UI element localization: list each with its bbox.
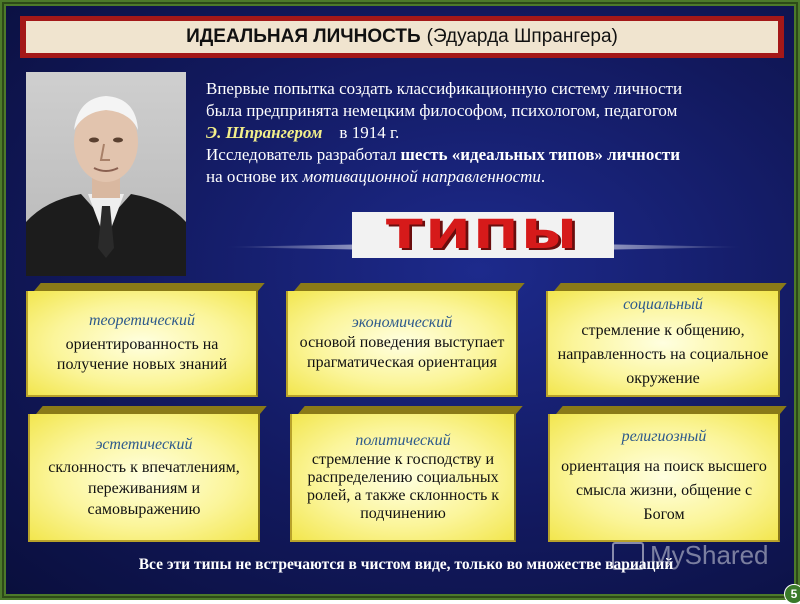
watermark-text: MyShared <box>650 540 769 570</box>
type-description: ориентация на поиск высшего смысла жизни, общение с Богом <box>561 458 767 523</box>
type-description: основой поведения выступает прагматическая ориентация <box>299 334 505 371</box>
type-description: стремление к общению, направленность на социальное окружение <box>557 322 769 387</box>
type-card-aesthetic <box>28 414 260 542</box>
intro-line: Впервые попытка создать классификационную систему личности <box>206 79 683 98</box>
type-card-political <box>290 414 516 542</box>
intro-emphasis: мотивационной направленности <box>302 167 541 186</box>
type-name: эстетический <box>95 435 193 453</box>
footer-note: Все эти типы не встречаются в чистом виде, только во множестве вариаций <box>138 556 674 573</box>
intro-line <box>206 122 788 144</box>
title-panel <box>26 21 778 53</box>
watermark-logo-icon <box>612 542 644 570</box>
intro-line: была предпринята немецким философом, психологом, педагогом <box>206 101 678 120</box>
type-card-religious <box>548 414 780 542</box>
intro-period: . <box>540 167 546 186</box>
intro-text-span: на основе их <box>206 167 299 186</box>
type-card-social <box>546 291 780 397</box>
portrait-illustration <box>26 72 186 276</box>
page-number-badge: 5 <box>784 584 800 604</box>
title-main: ИДЕАЛЬНАЯ ЛИЧНОСТЬ <box>186 26 421 47</box>
intro-text-span: Исследователь разработал <box>206 145 397 164</box>
intro-year: в 1914 г. <box>339 123 400 142</box>
type-description: стремление к господству и распределению социальных ролей, а также склонность к подчинению <box>306 451 500 522</box>
type-name: теоретический <box>89 312 195 329</box>
type-name: экономический <box>351 314 453 331</box>
intro-text <box>206 78 788 188</box>
type-description: склонность к впечатлениям, переживаниям и самовыражению <box>48 458 240 518</box>
type-name: политический <box>355 432 451 449</box>
portrait-photo <box>26 72 186 276</box>
intro-line <box>206 144 788 166</box>
intro-highlight: шесть «идеальных типов» личности <box>400 145 681 164</box>
type-card-economic <box>286 291 518 397</box>
type-name: социальный <box>623 296 703 313</box>
watermark <box>612 540 769 571</box>
intro-line <box>206 166 788 188</box>
type-name: религиозный <box>621 428 707 445</box>
types-heading-text: ТИПЫ <box>386 212 580 258</box>
type-card-theoretical <box>26 291 258 397</box>
title-subtitle: (Эдуарда Шпрангера) <box>426 26 618 47</box>
title-bar <box>20 16 784 58</box>
intro-name: Э. Шпрангером <box>206 123 323 142</box>
types-heading <box>352 212 614 258</box>
type-description: ориентированность на получение новых знаний <box>56 336 228 373</box>
